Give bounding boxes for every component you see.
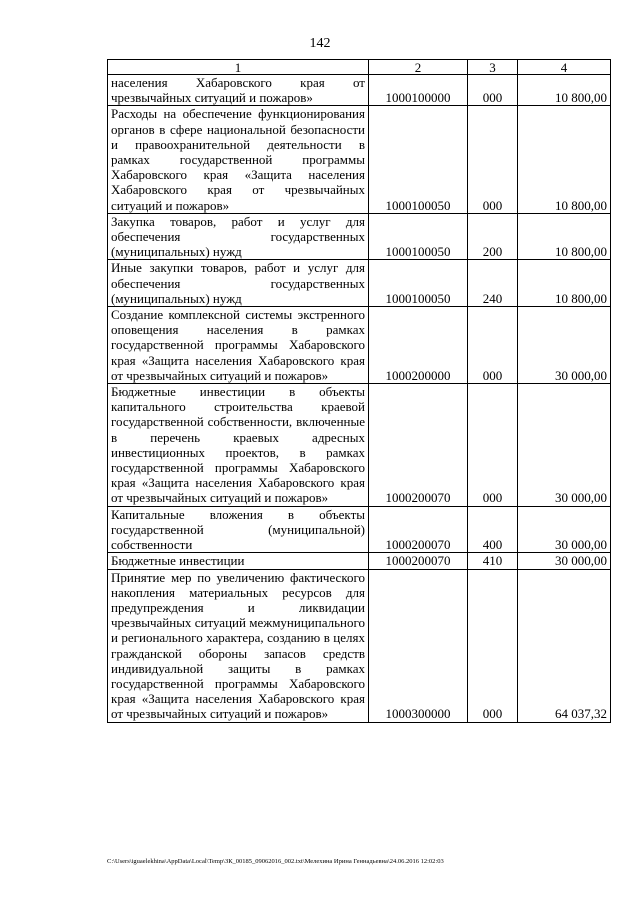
row-type: 240: [468, 260, 518, 307]
row-type: 000: [468, 75, 518, 106]
table-row: [108, 569, 611, 722]
row-description: Капитальные вложения в объекты государственной (муниципальной) собственности: [108, 506, 369, 553]
row-type: 200: [468, 213, 518, 260]
row-code: 1000200000: [369, 307, 468, 384]
table-row: [108, 75, 611, 106]
table-row: [108, 307, 611, 384]
table-row: [108, 106, 611, 213]
row-amount: 30 000,00: [518, 307, 611, 384]
row-code: 1000200070: [369, 506, 468, 553]
table-header-row: [108, 60, 611, 75]
row-amount: 10 800,00: [518, 260, 611, 307]
row-code: 1000200070: [369, 384, 468, 507]
row-type: 000: [468, 384, 518, 507]
column-header: 4: [518, 60, 611, 75]
budget-table: [107, 59, 611, 723]
row-amount: 10 800,00: [518, 106, 611, 213]
row-type: 400: [468, 506, 518, 553]
row-description: населения Хабаровского края от чрезвычайных ситуаций и пожаров»: [108, 75, 369, 106]
table-row: [108, 260, 611, 307]
row-description: Бюджетные инвестиции: [108, 553, 369, 569]
row-amount: 30 000,00: [518, 384, 611, 507]
row-amount: 10 800,00: [518, 213, 611, 260]
row-code: 1000100000: [369, 75, 468, 106]
row-type: 000: [468, 106, 518, 213]
row-amount: 64 037,32: [518, 569, 611, 722]
file-path-footer: C:\Users\iguaelekhina\AppData\Local\Temp\ЗК_00185_09062016_002.txt\Мелехина Ирина Геннадьевна\24.06.2016 12:02:03: [107, 858, 444, 865]
row-code: 1000300000: [369, 569, 468, 722]
table-row: [108, 213, 611, 260]
row-code: 1000100050: [369, 213, 468, 260]
row-description: Бюджетные инвестиции в объекты капитального строительства краевой государственной собственности, включенные в перечень краевых адресных инвестиционных проектов, в рамках государственной программы Хабаровского края «Защита населения Хабаровского края от чрезвычайных ситуаций и пожаров»: [108, 384, 369, 507]
row-description: Принятие мер по увеличению фактического накопления материальных ресурсов для предупреждения и ликвидации чрезвычайных ситуаций межмуниципального и регионального характера, созданию в целях гражданской обороны запасов средств индивидуальной защиты в рамках государственной программы Хабаровского края «Защита населения Хабаровского края от чрезвычайных ситуаций и пожаров»: [108, 569, 369, 722]
table-row: [108, 553, 611, 569]
row-description: Иные закупки товаров, работ и услуг для обеспечения государственных (муниципальных) нужд: [108, 260, 369, 307]
row-type: 000: [468, 307, 518, 384]
row-code: 1000100050: [369, 106, 468, 213]
column-header: 1: [108, 60, 369, 75]
row-type: 410: [468, 553, 518, 569]
row-code: 1000100050: [369, 260, 468, 307]
row-description: Создание комплексной системы экстренного оповещения населения в рамках государственной программы Хабаровского края «Защита населения Хабаровского края от чрезвычайных ситуаций и пожаров»: [108, 307, 369, 384]
page-number: 142: [309, 36, 331, 51]
row-description: Закупка товаров, работ и услуг для обеспечения государственных (муниципальных) нужд: [108, 213, 369, 260]
row-amount: 30 000,00: [518, 553, 611, 569]
row-amount: 10 800,00: [518, 75, 611, 106]
table-row: [108, 384, 611, 507]
row-amount: 30 000,00: [518, 506, 611, 553]
row-description: Расходы на обеспечение функционирования органов в сфере национальной безопасности и правоохранительной деятельности в рамках государственной программы Хабаровского края «Защита населения Хабаровского края от чрезвычайных ситуаций и пожаров»: [108, 106, 369, 213]
column-header: 2: [369, 60, 468, 75]
row-code: 1000200070: [369, 553, 468, 569]
row-type: 000: [468, 569, 518, 722]
column-header: 3: [468, 60, 518, 75]
table-row: [108, 506, 611, 553]
